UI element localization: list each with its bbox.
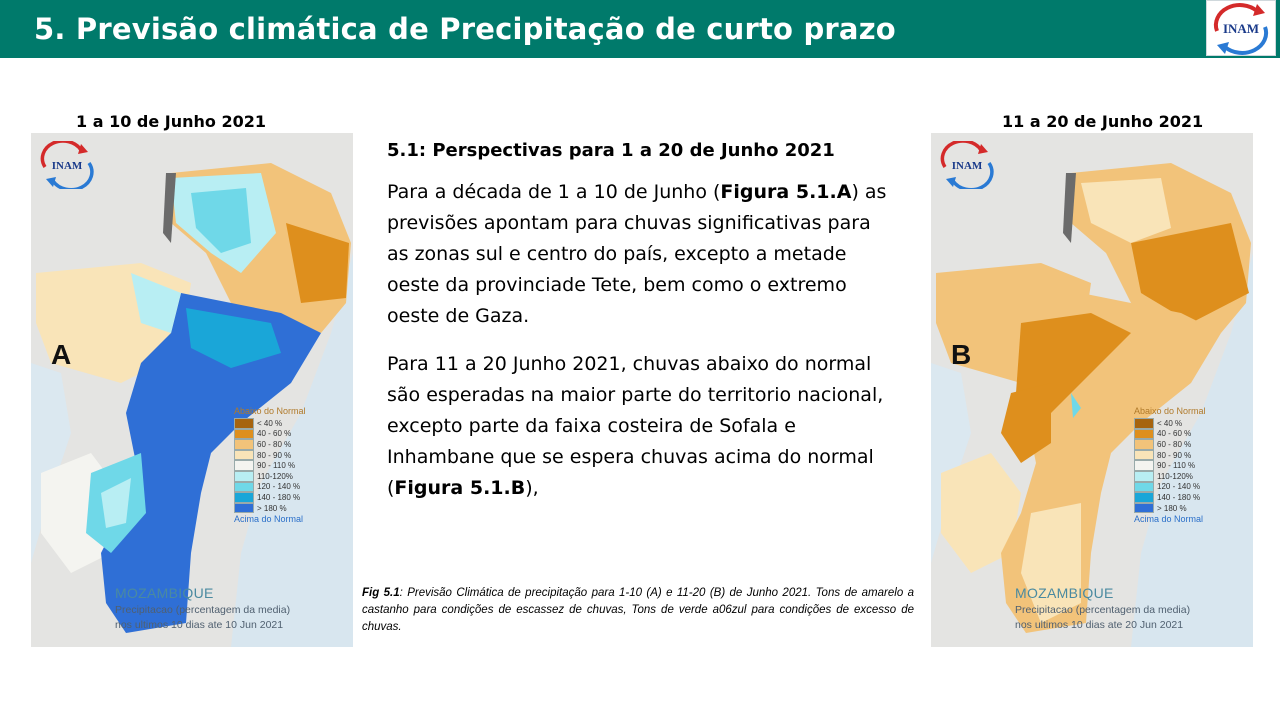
map-b-period-label: 11 a 20 de Junho 2021	[1002, 112, 1204, 131]
legend-swatch	[1134, 492, 1154, 503]
legend-label: < 40 %	[1157, 418, 1183, 428]
outlook-heading: 5.1: Perspectivas para 1 a 20 de Junho 2021	[387, 140, 835, 161]
legend-label: 80 - 90 %	[257, 450, 292, 460]
map-b-subtitle: Precipitacao (percentagem da media)	[1015, 604, 1191, 616]
figure-caption: Fig 5.1: Previsão Climática de precipitação para 1-10 (A) e 11-20 (B) de Junho 2021. Tons de amarelo a castanho para condições de escassez de chuvas, Tons de verde a06zul para condições de excesso de chuvas.	[362, 587, 914, 633]
legend-item	[234, 418, 346, 429]
map-a-svg	[31, 133, 353, 647]
map-b-caption	[1015, 585, 1251, 631]
outlook-paragraph-1: Para a década de 1 a 10 de Junho (Figura 5.1.A) as previsões apontam para chuvas significativas para as zonas sul e centro do país, excepto a metade oeste da provinciade Tete, bem como o extremo oeste de Gaza.	[387, 181, 887, 327]
outlook-text	[387, 140, 887, 521]
map-a-country: MOZAMBIQUE	[115, 585, 214, 601]
legend-swatch	[1134, 503, 1154, 514]
outlook-paragraph-2: Para 11 a 20 Junho 2021, chuvas abaixo do normal são esperadas na maior parte do territorio nacional, excepto parte da faixa costeira de Sofala e Inhambane que se espera chuvas acima do normal (Figura 5.1.B),	[387, 353, 884, 499]
legend-swatch	[234, 450, 254, 461]
page-title: 5. Previsão climática de Precipitação de curto prazo	[34, 12, 896, 46]
legend-swatch	[1134, 460, 1154, 471]
legend-label: 120 - 140 %	[257, 482, 301, 492]
legend-item	[234, 471, 346, 482]
legend-footer: Acima do Normal	[234, 514, 304, 525]
legend-label: 110-120%	[1157, 471, 1193, 481]
legend-label: 120 - 140 %	[1157, 482, 1201, 492]
inam-logo	[1206, 0, 1276, 56]
map-a-inam-logo	[37, 141, 97, 189]
legend-item	[1134, 418, 1246, 429]
legend-item	[1134, 471, 1246, 482]
legend-label: > 180 %	[1157, 503, 1187, 513]
legend-swatch	[1134, 439, 1154, 450]
legend-swatch	[234, 429, 254, 440]
legend-swatch	[1134, 450, 1154, 461]
map-b-inam-logo	[937, 141, 997, 189]
legend-item	[1134, 439, 1246, 450]
header-bar	[0, 0, 1280, 58]
map-a-caption	[115, 585, 351, 631]
legend-label: < 40 %	[257, 418, 283, 428]
map-b-date: nos ultimos 10 dias ate 20 Jun 2021	[1015, 619, 1184, 631]
map-b-letter: B	[951, 339, 972, 370]
legend-swatch	[1134, 482, 1154, 493]
map-a-date: nos ultimos 10 dias ate 10 Jun 2021	[115, 619, 284, 631]
legend-item	[234, 450, 346, 461]
legend-item	[1134, 429, 1246, 440]
legend-item	[234, 482, 346, 493]
legend-label: 40 - 60 %	[1157, 429, 1192, 439]
legend-label: 90 - 110 %	[257, 461, 296, 471]
legend-label: 90 - 110 %	[1157, 461, 1196, 471]
map-a-letter: A	[51, 339, 72, 370]
legend-footer: Acima do Normal	[1134, 514, 1204, 525]
legend-rows	[1134, 418, 1246, 513]
map-a-subtitle: Precipitacao (percentagem da media)	[115, 604, 291, 616]
inam-logo-text: INAM	[1222, 21, 1260, 36]
map-b-country: MOZAMBIQUE	[1015, 585, 1114, 601]
legend-label: > 180 %	[257, 503, 287, 513]
legend-header: Abaixo do Normal	[234, 406, 306, 416]
legend-label: 80 - 90 %	[1157, 450, 1192, 460]
legend-swatch	[234, 439, 254, 450]
map-b-panel	[931, 133, 1253, 647]
legend-swatch	[234, 471, 254, 482]
legend-swatch	[234, 460, 254, 471]
map-a-panel	[31, 133, 353, 647]
legend-swatch	[1134, 471, 1154, 482]
map-a-logo-text: INAM	[51, 160, 83, 172]
legend-item	[1134, 460, 1246, 471]
legend-label: 40 - 60 %	[257, 429, 292, 439]
legend-swatch	[1134, 418, 1154, 429]
legend-item	[1134, 482, 1246, 493]
map-a-legend	[234, 406, 346, 524]
legend-item	[1134, 492, 1246, 503]
legend-label: 140 - 180 %	[1157, 492, 1201, 502]
legend-item	[234, 503, 346, 514]
legend-item	[1134, 503, 1246, 514]
map-b-svg	[931, 133, 1253, 647]
map-b-logo-text: INAM	[951, 160, 983, 172]
legend-item	[234, 460, 346, 471]
legend-item	[234, 492, 346, 503]
legend-label: 60 - 80 %	[257, 439, 292, 449]
map-a-period-label: 1 a 10 de Junho 2021	[76, 112, 266, 131]
legend-swatch	[234, 482, 254, 493]
legend-label: 60 - 80 %	[1157, 439, 1192, 449]
legend-label: 110-120%	[257, 471, 293, 481]
legend-swatch	[234, 418, 254, 429]
legend-header: Abaixo do Normal	[1134, 406, 1206, 416]
legend-rows	[234, 418, 346, 513]
legend-swatch	[1134, 429, 1154, 440]
map-b-legend	[1134, 406, 1246, 524]
legend-label: 140 - 180 %	[257, 492, 301, 502]
legend-swatch	[234, 503, 254, 514]
legend-item	[234, 429, 346, 440]
legend-item	[234, 439, 346, 450]
legend-swatch	[234, 492, 254, 503]
legend-item	[1134, 450, 1246, 461]
